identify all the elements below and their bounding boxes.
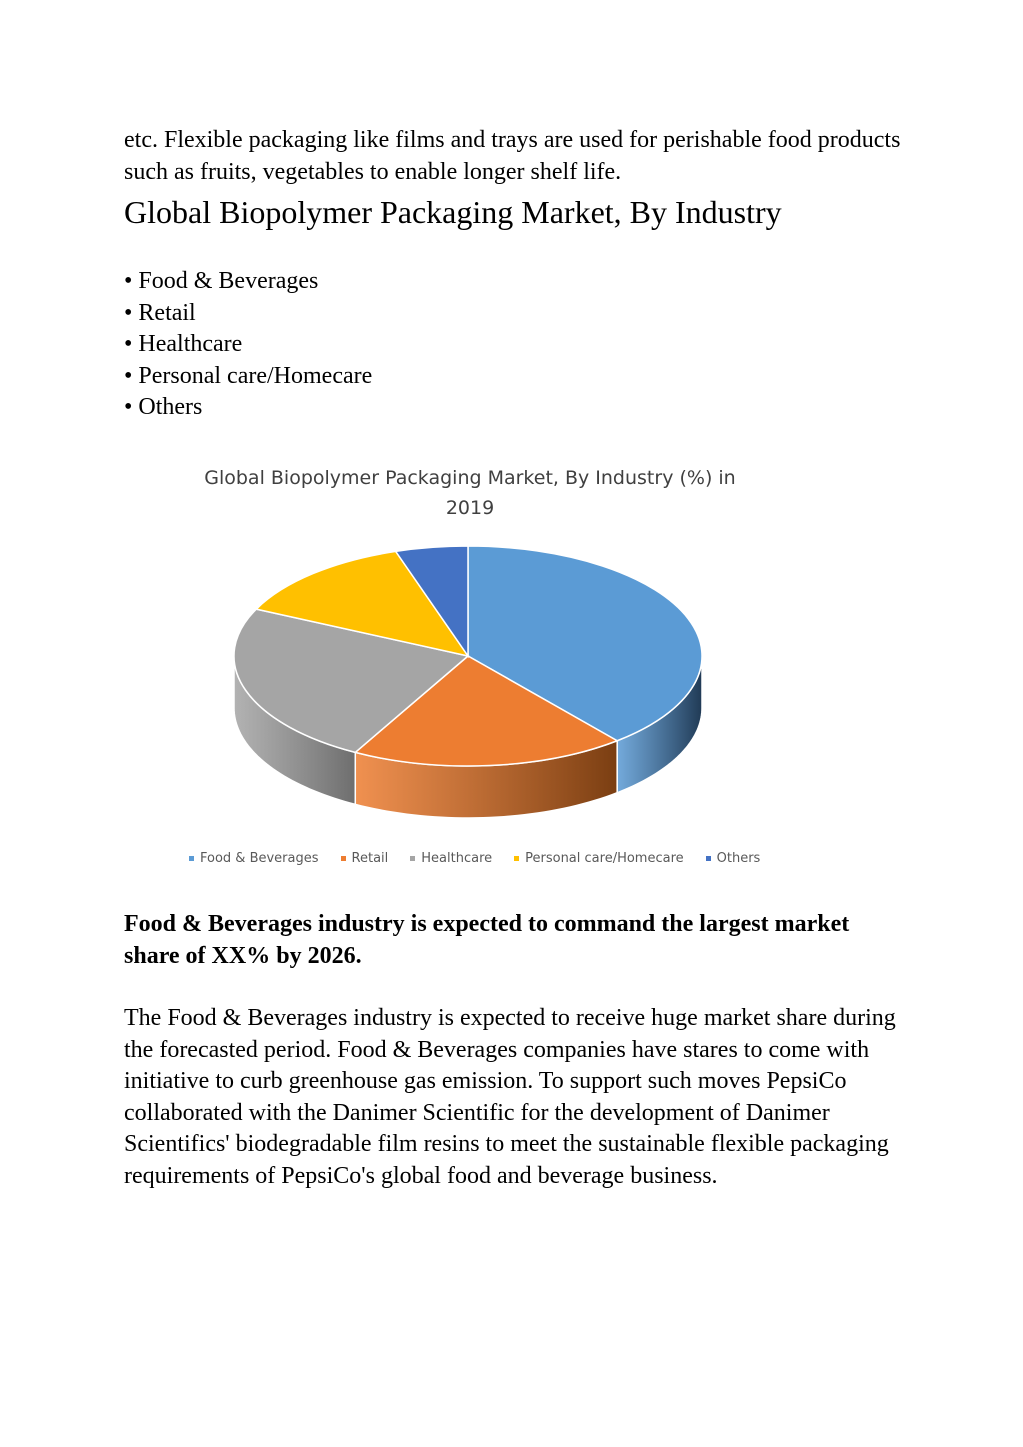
bullet-item: • Retail (124, 299, 196, 326)
legend-item (189, 851, 319, 866)
body-paragraph: The Food & Beverages industry is expected to receive huge market share during the forecasted period. Food & Beverages companies have stares to come with initiative to curb greenhouse gas emission. To support such moves PepsiCo collaborated with the Danimer Scientific for the development of Danimer Scientifics' biodegradable film resins to meet the sustainable flexible packaging requirements of PepsiCo's global food and beverage business. (124, 1005, 896, 1189)
document-page (124, 124, 904, 424)
legend-item (706, 851, 761, 866)
bullet-item: • Food & Beverages (124, 268, 319, 294)
legend-label: Personal care/Homecare (525, 850, 684, 866)
chart-title-line-1: Global Biopolymer Packaging Market, By Industry (%) in (204, 467, 736, 489)
intro-paragraph: etc. Flexible packaging like films and trays are used for perishable food products such as fruits, vegetables to enable longer shelf life. (124, 127, 901, 185)
legend-swatch (189, 856, 194, 861)
legend-label: Retail (351, 850, 389, 866)
legend-label: Food & Beverages (200, 850, 319, 866)
legend-label: Healthcare (421, 850, 493, 866)
legend-swatch (410, 856, 415, 861)
legend-item (410, 851, 492, 866)
bullet-item: • Others (124, 394, 203, 420)
bullet-item: • Personal care/Homecare (124, 362, 373, 389)
legend-label: Others (716, 850, 761, 866)
bullet-item: • Healthcare (124, 331, 243, 357)
legend-item (514, 851, 684, 866)
pie-chart-figure (150, 455, 800, 885)
section-title: Global Biopolymer Packaging Market, By Industry (124, 194, 782, 230)
chart-legend (189, 847, 809, 869)
pie-chart (150, 455, 800, 845)
legend-swatch (341, 856, 346, 861)
chart-title-line-2: 2019 (445, 497, 495, 519)
legend-swatch (706, 856, 711, 861)
headline: Food & Beverages industry is expected to command the largest market share of XX% by 2026. (124, 911, 850, 969)
legend-swatch (514, 856, 519, 861)
legend-item (341, 851, 389, 866)
industry-bullet-list (124, 266, 904, 424)
